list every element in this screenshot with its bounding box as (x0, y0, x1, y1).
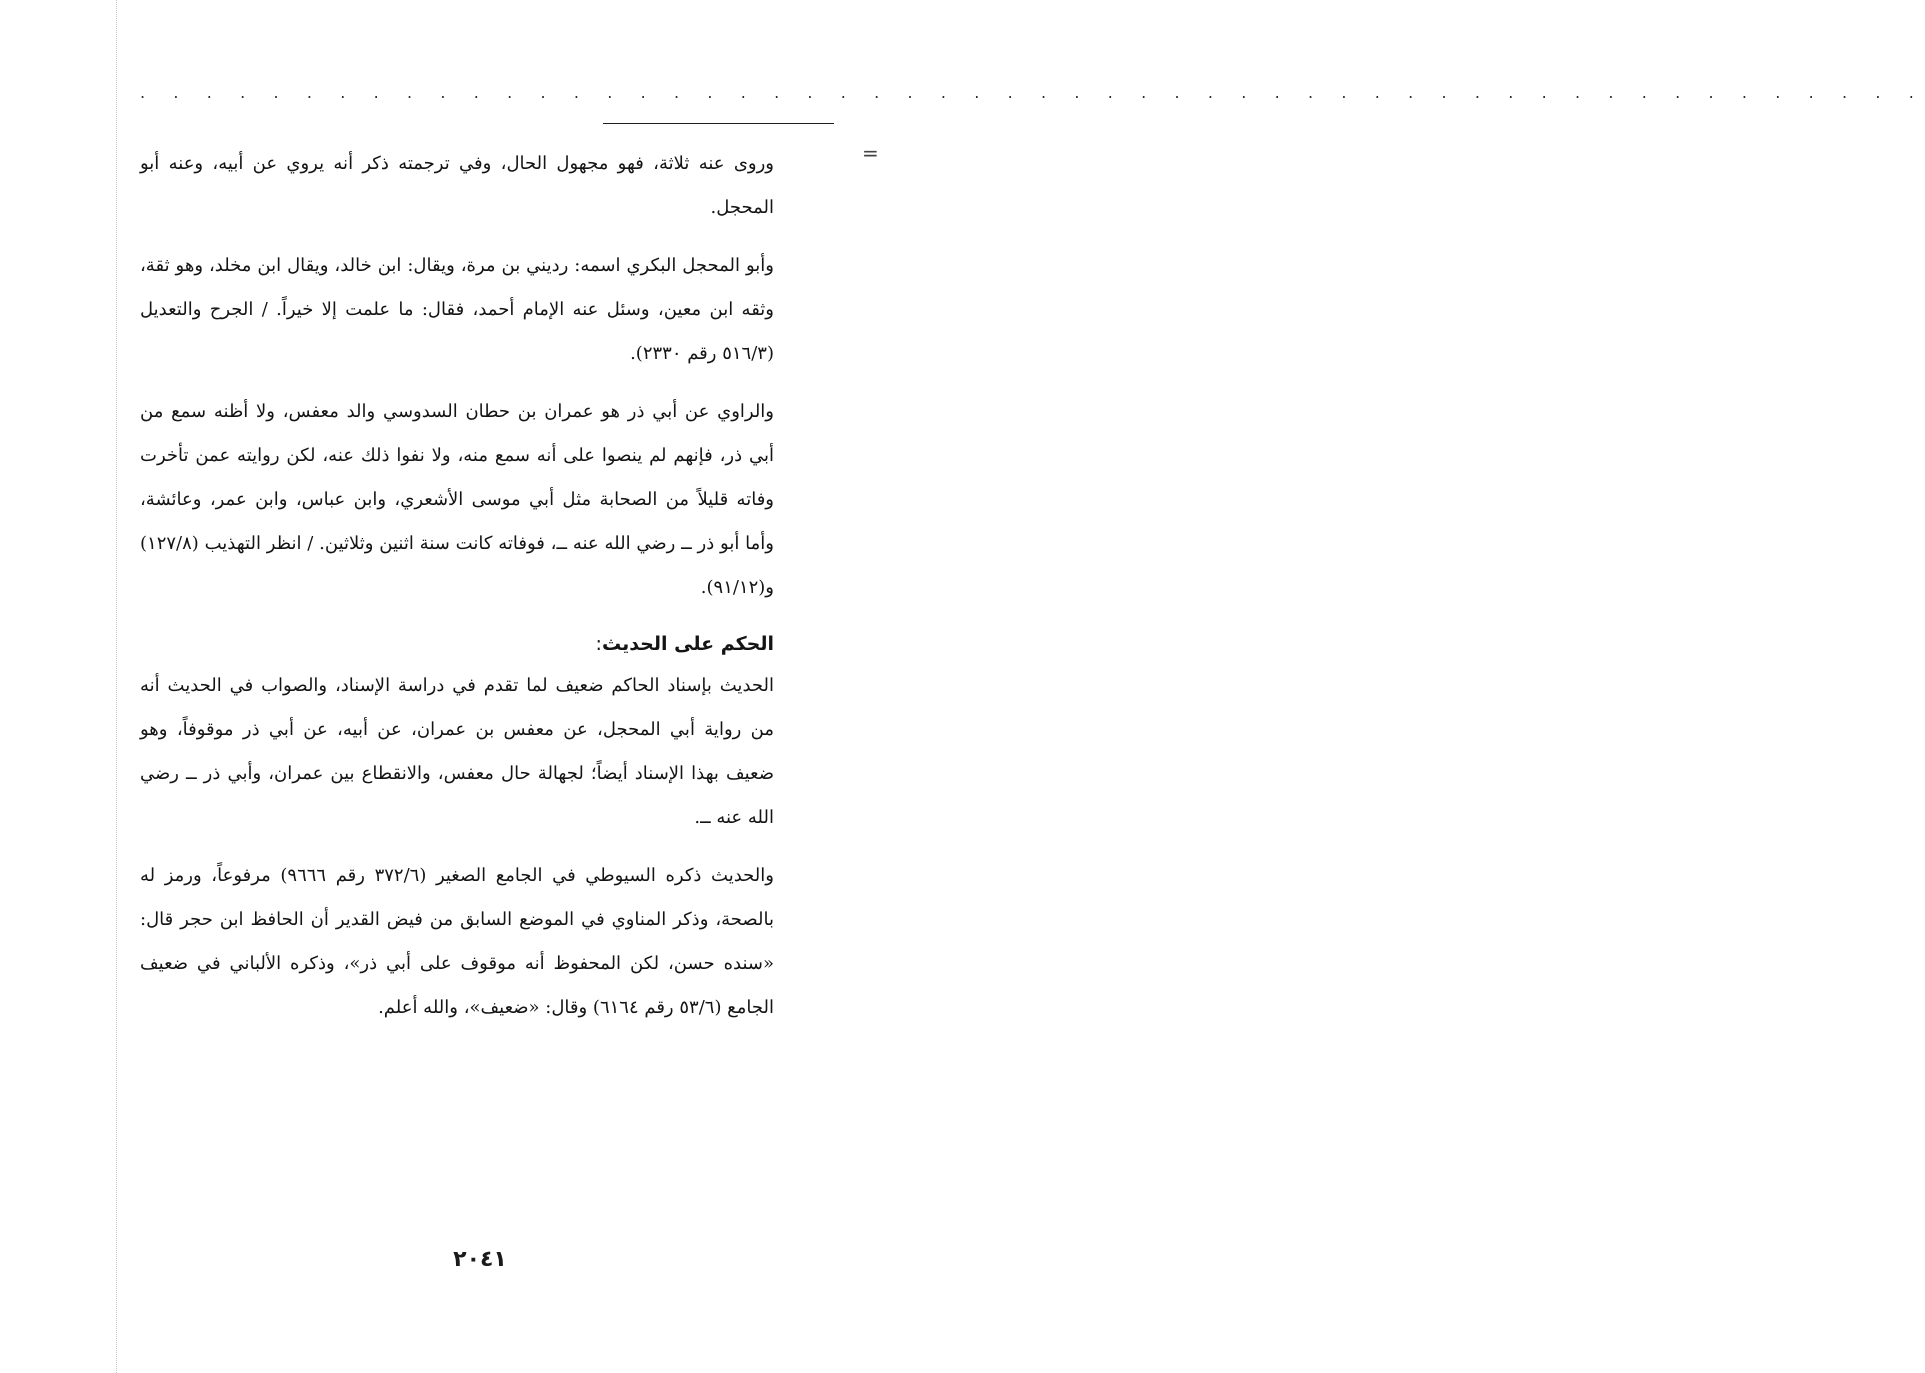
margin-mark: = (862, 141, 879, 165)
dotted-separator: . . . . . . . . . . . . . . . . . . . . . . . . . . . . . . . . . . . . . . . . . . . . . . . . . . . . . . (140, 83, 1925, 102)
paragraph-5: والحديث ذكره السيوطي في الجامع الصغير (٣٧٢/٦ رقم ٩٦٦٦) مرفوعاً، ورمز له بالصحة، وذكر المناوي في الموضع السابق من فيض القدير أن الحافظ ابن حجر قال: «سنده حسن، لكن المحفوظ أنه موقوف على أبي ذر»، وذكره الألباني في ضعيف الجامع (٥٣/٦ رقم ٦١٦٤) وقال: «ضعيف»، والله أعلم. (140, 865, 774, 1018)
footnote-rule (603, 123, 834, 124)
section-heading (140, 624, 774, 664)
page-number: ٢٠٤١ (453, 1247, 507, 1272)
paragraph-1: وروى عنه ثلاثة، فهو مجهول الحال، وفي ترجمته ذكر أنه يروي عن أبيه، وعنه أبو المحجل. (140, 153, 774, 218)
paragraph-2: وأبو المحجل البكري اسمه: رديني بن مرة، ويقال: ابن خالد، ويقال ابن مخلد، وهو ثقة، وثقه ابن معين، وسئل عنه الإمام أحمد، فقال: ما علمت إلا خيراً. / الجرح والتعديل (٥١٦/٣ رقم ٢٣٣٠). (140, 255, 774, 364)
section-heading-label: الحكم على الحديث (601, 633, 774, 655)
section-heading-colon: : (595, 633, 602, 655)
page-body (140, 142, 774, 1044)
paragraph-3: والراوي عن أبي ذر هو عمران بن حطان السدوسي والد معفس، ولا أظنه سمع من أبي ذر، فإنهم لم ينصوا على أنه سمع منه، ولا نفوا ذلك عنه، لكن روايته عمن تأخرت وفاته قليلاً من الصحابة مثل أبي موسى الأشعري، وابن عباس، وابن عمر، وعائشة، وأما أبو ذر ــ رضي الله عنه ــ، فوفاته كانت سنة اثنين وثلاثين. / انظر التهذيب (١٢٧/٨) و(٩١/١٢). (140, 401, 774, 598)
paragraph-4: الحديث بإسناد الحاكم ضعيف لما تقدم في دراسة الإسناد، والصواب في الحديث أنه من رواية أبي المحجل، عن معفس بن عمران، عن أبيه، عن أبي ذر موقوفاً، وهو ضعيف بهذا الإسناد أيضاً؛ لجهالة حال معفس، والانقطاع بين عمران، وأبي ذر ــ رضي الله عنه ــ. (140, 675, 774, 828)
binding-gutter-line (116, 0, 117, 1373)
